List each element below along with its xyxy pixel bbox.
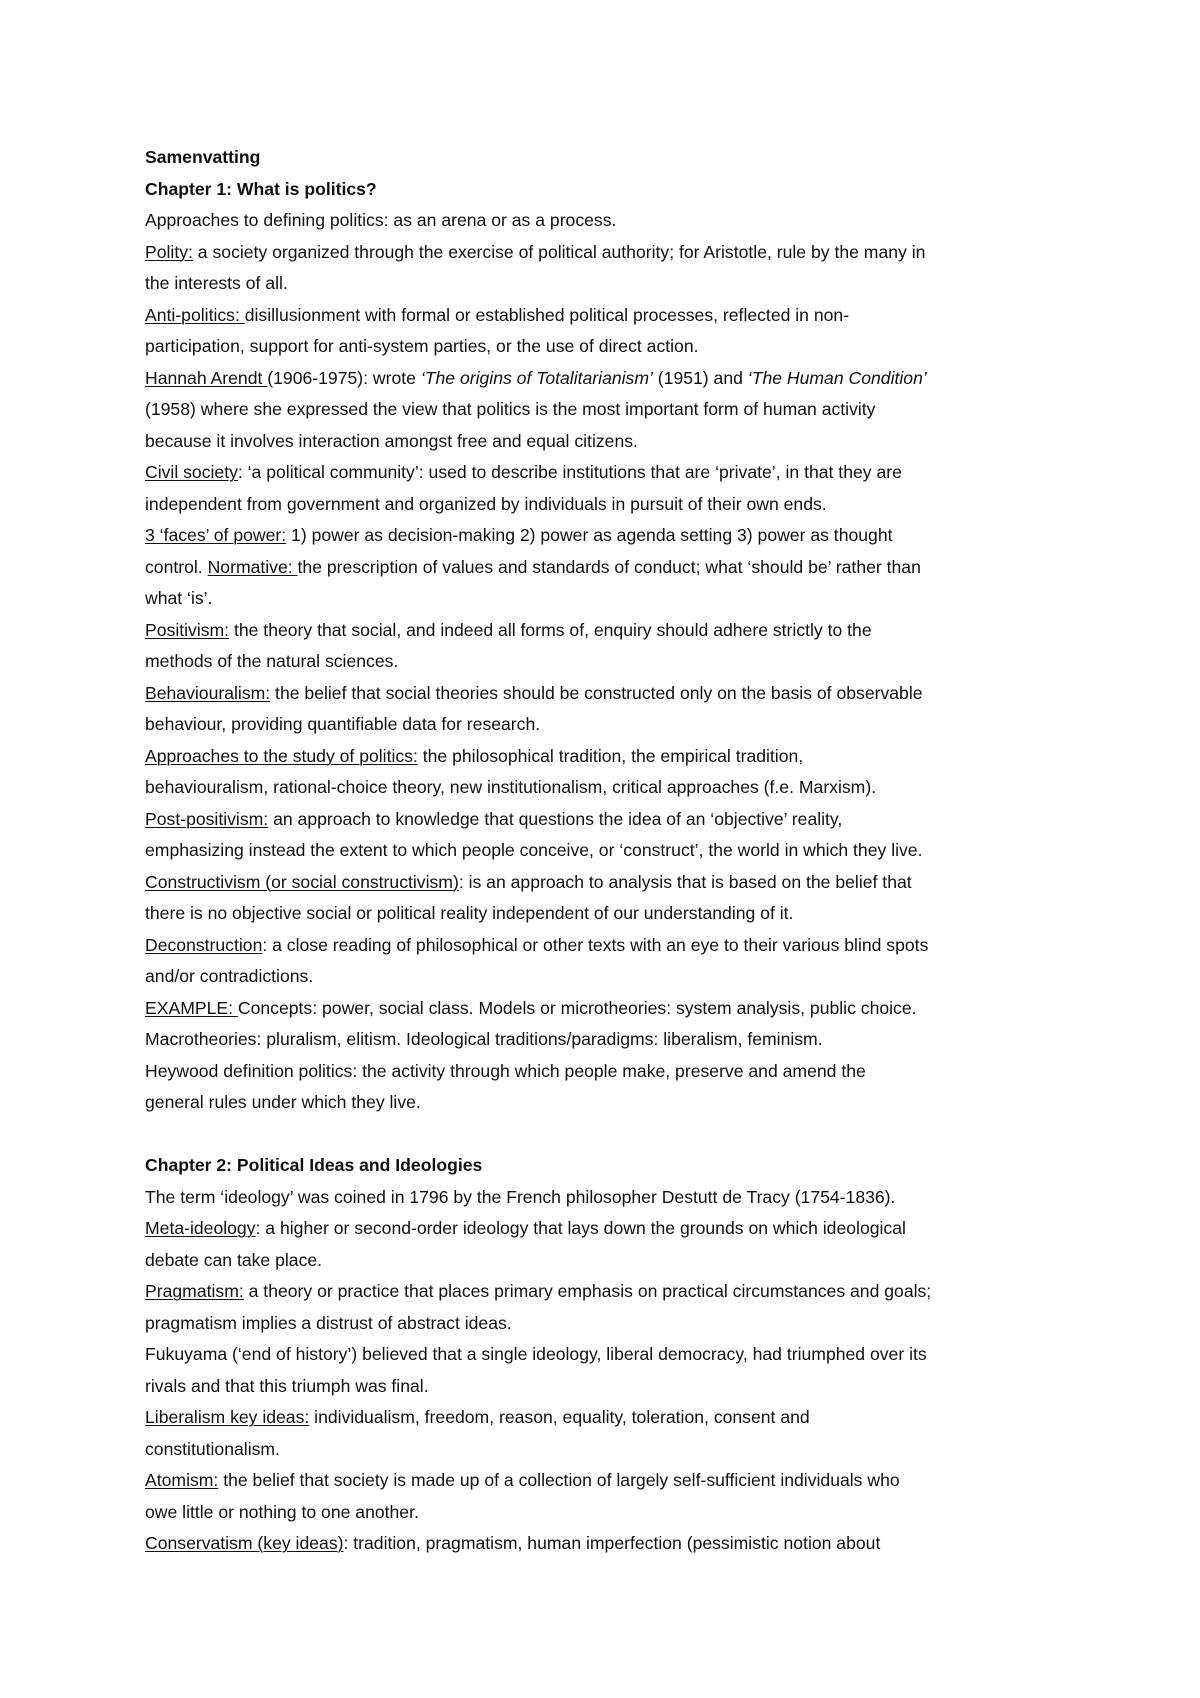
text-line xyxy=(145,331,1075,363)
text-segment: (1951) and xyxy=(652,367,748,388)
term-label: Constructivism (or social constructivism) xyxy=(145,871,459,892)
text-segment: there is no objective social or political reality independent of our understanding of it. xyxy=(145,903,794,923)
term-label: Atomism: xyxy=(145,1470,219,1490)
text-line xyxy=(145,1276,1075,1308)
text-segment: because it involves interaction amongst free and equal citizens. xyxy=(145,430,638,451)
text-line xyxy=(145,1024,1075,1056)
text-line xyxy=(145,205,1075,237)
term-label: Pragmatism: xyxy=(145,1281,244,1301)
text-segment: The term ‘ideology’ was coined in 1796 by the French philosopher Destutt de Tracy (1754-1836). xyxy=(145,1186,896,1207)
text-segment: what ‘is’. xyxy=(145,588,213,608)
term-label: Normative: xyxy=(207,556,298,577)
text-segment: : tradition, pragmatism, human imperfection (pessimistic notion about xyxy=(343,1533,881,1553)
text-line xyxy=(145,1465,1075,1497)
chapter-heading xyxy=(145,174,1075,206)
text-segment: Fukuyama (‘end of history’) believed that a single ideology, liberal democracy, had triumphed over its xyxy=(145,1344,927,1364)
text-line xyxy=(145,1402,1075,1434)
text-line xyxy=(145,552,1075,584)
text-segment: behaviouralism, rational-choice theory, new institutionalism, critical approaches (f.e. Marxism). xyxy=(145,777,877,797)
text-segment: (1958) where she expressed the view that politics is the most important form of human activity xyxy=(145,399,876,419)
text-segment: control. xyxy=(145,556,208,577)
text-line xyxy=(145,489,1075,521)
document-body xyxy=(145,142,1075,1560)
text-segment: participation, support for anti-system parties, or the use of direct action. xyxy=(145,336,699,356)
text-line xyxy=(145,1497,1075,1529)
term-label: Hannah Arendt xyxy=(145,367,268,388)
text-line xyxy=(145,804,1075,836)
text-segment: a society organized through the exercise of political authority; for Aristotle, rule by the many in xyxy=(192,241,926,262)
text-line xyxy=(145,1339,1075,1371)
text-line xyxy=(145,1308,1075,1340)
text-line xyxy=(145,457,1075,489)
text-segment: and/or contradictions. xyxy=(145,966,314,986)
text-line xyxy=(145,993,1075,1025)
term-label: Conservatism (key ideas) xyxy=(145,1533,344,1553)
text-segment: individualism, freedom, reason, equality, toleration, consent and xyxy=(309,1407,810,1427)
text-line xyxy=(145,615,1075,647)
text-line xyxy=(145,898,1075,930)
text-segment: the prescription of values and standards of conduct; what ‘should be’ rather than xyxy=(297,556,921,577)
text-line xyxy=(145,300,1075,332)
document-title xyxy=(145,142,1075,174)
text-segment: disillusionment with formal or established political processes, reflected in non- xyxy=(244,304,850,325)
chapter-heading xyxy=(145,1150,1075,1182)
term-label: Liberalism key ideas: xyxy=(145,1407,310,1427)
text-line xyxy=(145,583,1075,615)
text-segment: : a higher or second-order ideology that lays down the grounds on which ideological xyxy=(255,1218,906,1238)
term-label: EXAMPLE: xyxy=(145,997,238,1018)
text-segment: : is an approach to analysis that is based on the belief that xyxy=(458,871,912,892)
text-segment: the belief that society is made up of a collection of largely self-sufficient individuals who xyxy=(218,1470,900,1490)
text-line xyxy=(145,268,1075,300)
text-line xyxy=(145,1434,1075,1466)
text-line xyxy=(145,363,1075,395)
text-line xyxy=(145,1056,1075,1088)
text-segment: pragmatism implies a distrust of abstract ideas. xyxy=(145,1312,512,1333)
text-line xyxy=(145,394,1075,426)
text-segment: the belief that social theories should be constructed only on the basis of observable xyxy=(270,682,923,703)
text-line xyxy=(145,1182,1075,1214)
text-line xyxy=(145,867,1075,899)
text-segment: Approaches to defining politics: as an arena or as a process. xyxy=(145,210,617,230)
text-segment: a theory or practice that places primary emphasis on practical circumstances and goals; xyxy=(243,1281,932,1301)
text-line xyxy=(145,1087,1075,1119)
text-segment: general rules under which they live. xyxy=(145,1092,421,1112)
text-line xyxy=(145,772,1075,804)
text-line xyxy=(145,741,1075,773)
text-line xyxy=(145,520,1075,552)
text-segment: the interests of all. xyxy=(145,273,288,293)
text-segment: Heywood definition politics: the activity through which people make, preserve and amend the xyxy=(145,1060,866,1081)
text-segment: Concepts: power, social class. Models or microtheories: system analysis, public choice. xyxy=(237,997,917,1018)
text-segment: : a close reading of philosophical or other texts with an eye to their various blind spots xyxy=(262,934,929,955)
blank-line xyxy=(145,1119,1075,1151)
text-segment: emphasizing instead the extent to which people conceive, or ‘construct’, the world in which they live. xyxy=(145,840,923,860)
term-label: Deconstruction xyxy=(145,934,263,955)
text-segment: the philosophical tradition, the empirical tradition, xyxy=(417,745,804,766)
term-label: Positivism: xyxy=(145,619,230,640)
text-line xyxy=(145,961,1075,993)
text-segment: constitutionalism. xyxy=(145,1438,280,1459)
text-line xyxy=(145,678,1075,710)
text-segment: Samenvatting xyxy=(145,147,261,167)
text-line xyxy=(145,1245,1075,1277)
text-line xyxy=(145,426,1075,458)
text-segment: an approach to knowledge that questions the idea of an ‘objective’ reality, xyxy=(268,808,843,829)
text-segment: methods of the natural sciences. xyxy=(145,651,399,671)
text-segment: independent from government and organized by individuals in pursuit of their own ends. xyxy=(145,493,827,514)
text-line xyxy=(145,1371,1075,1403)
term-label: 3 ‘faces’ of power: xyxy=(145,525,287,545)
text-segment: the theory that social, and indeed all forms of, enquiry should adhere strictly to the xyxy=(229,619,872,640)
text-segment: owe little or nothing to one another. xyxy=(145,1501,419,1522)
text-segment: Macrotheories: pluralism, elitism. Ideological traditions/paradigms: liberalism, feminism. xyxy=(145,1029,823,1049)
text-segment: 1) power as decision-making 2) power as agenda setting 3) power as thought xyxy=(286,525,893,545)
text-segment: (1906-1975): wrote xyxy=(267,367,421,388)
term-label: Post-positivism: xyxy=(145,808,269,829)
text-line xyxy=(145,835,1075,867)
text-line xyxy=(145,1528,1075,1560)
text-line xyxy=(145,709,1075,741)
text-segment: rivals and that this triumph was final. xyxy=(145,1375,429,1396)
text-segment: debate can take place. xyxy=(145,1249,323,1270)
book-title: ‘The Human Condition’ xyxy=(747,367,927,388)
text-line xyxy=(145,1213,1075,1245)
text-segment: behaviour, providing quantifiable data for research. xyxy=(145,714,541,734)
book-title: ‘The origins of Totalitarianism’ xyxy=(420,367,653,388)
text-segment: : ‘a political community’: used to describe institutions that are ‘private’, in that they are xyxy=(237,462,902,482)
term-label: Anti-politics: xyxy=(145,304,245,325)
text-line xyxy=(145,930,1075,962)
text-line xyxy=(145,237,1075,269)
term-label: Polity: xyxy=(145,241,193,262)
term-label: Approaches to the study of politics: xyxy=(145,745,418,766)
text-line xyxy=(145,646,1075,678)
text-segment: Chapter 1: What is politics? xyxy=(145,178,377,199)
term-label: Behaviouralism: xyxy=(145,682,271,703)
text-segment: Chapter 2: Political Ideas and Ideologies xyxy=(145,1155,483,1175)
term-label: Meta-ideology xyxy=(145,1218,256,1238)
term-label: Civil society xyxy=(145,462,238,482)
